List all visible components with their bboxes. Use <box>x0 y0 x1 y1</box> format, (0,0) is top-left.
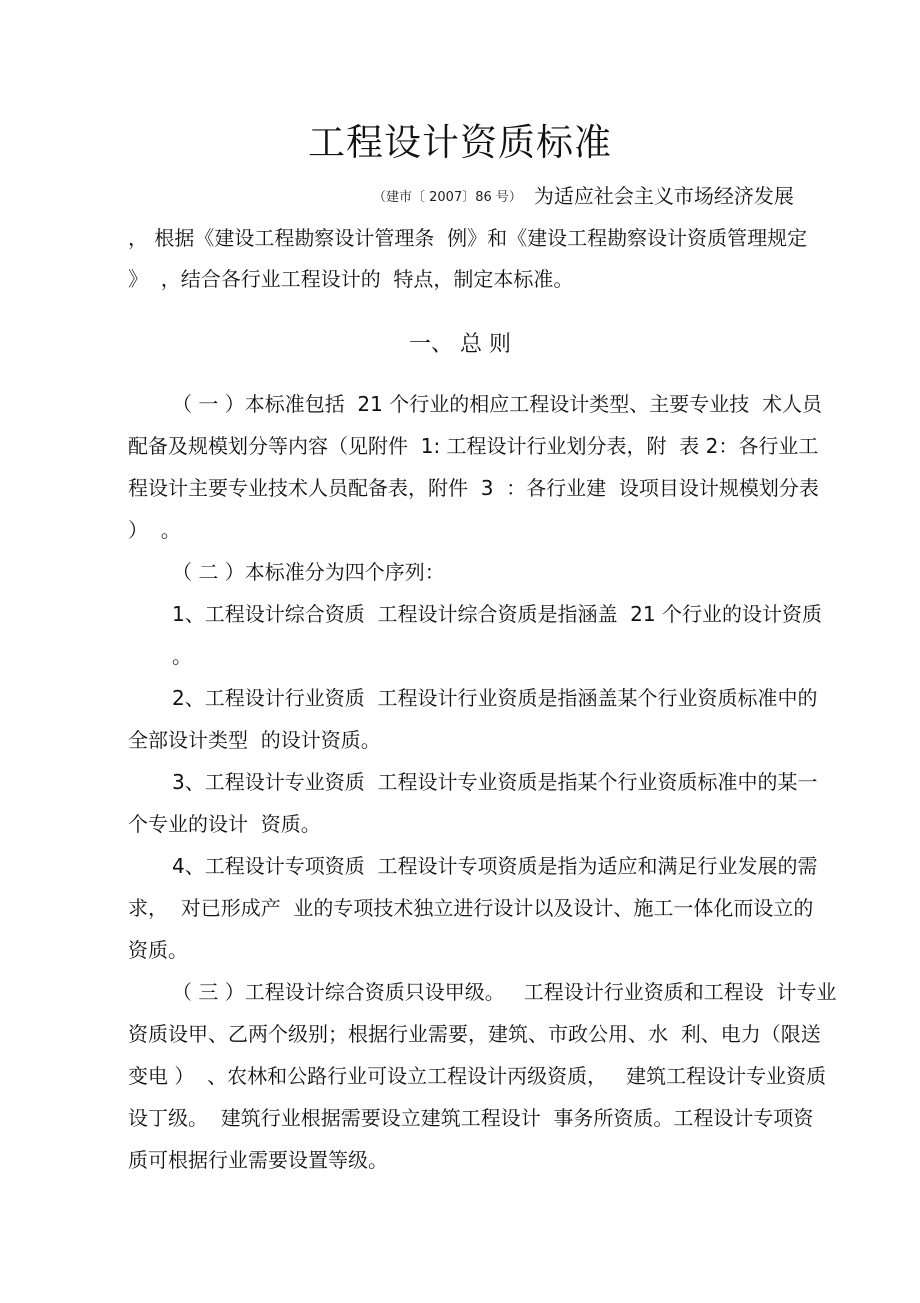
paragraph-3-line-1: 1、工程设计综合资质 工程设计综合资质是指涵盖 21 个行业的设计资质 <box>172 602 822 626</box>
paragraph-7-line-2: 资质设甲、乙两个级别；根据行业需要，建筑、市政公用、水 利、电力（限送 <box>128 1022 821 1046</box>
paragraph-7-line-1: （ 三 ）工程设计综合资质只设甲级。 工程设计行业资质和工程设 计专业 <box>172 980 837 1004</box>
paragraph-3-line-2: 。 <box>172 644 192 668</box>
paragraph-1-line-1: （ 一 ）本标准包括 21 个行业的相应工程设计类型、主要专业技 术人员 <box>172 392 822 416</box>
intro-line-1 <box>373 182 794 212</box>
paragraph-2-line-1: （ 二 ）本标准分为四个序列： <box>172 560 445 584</box>
paragraph-7-line-4: 设丁级。 建筑行业根据需要设立建筑工程设计 事务所资质。工程设计专项资 <box>128 1106 814 1130</box>
paragraph-5-line-2: 个专业的设计 资质。 <box>128 812 321 836</box>
paragraph-5-line-1: 3、工程设计专业资质 工程设计专业资质是指某个行业资质标准中的某一 <box>172 770 818 794</box>
paragraph-6-line-3: 资质。 <box>128 938 188 962</box>
document-title: 工程设计资质标准 <box>308 121 612 164</box>
intro-text-1: 为适应社会主义市场经济发展 <box>533 184 794 208</box>
paragraph-6-line-2: 求， 对已形成产 业的专项技术独立进行设计以及设计、施工一体化而设立的 <box>128 896 814 920</box>
intro-line-2: ， 根据《建设工程勘察设计管理条 例》和《建设工程勘察设计资质管理规定 <box>128 226 808 250</box>
document-number: （建市〔 2007〕86 号） <box>373 190 522 205</box>
paragraph-4-line-2: 全部设计类型 的设计资质。 <box>128 728 381 752</box>
paragraph-1-line-4: ） 。 <box>128 518 181 542</box>
section-heading-general: 一、 总 则 <box>409 332 511 357</box>
paragraph-4-line-1: 2、工程设计行业资质 工程设计行业资质是指涵盖某个行业资质标准中的 <box>172 686 818 710</box>
paragraph-1-line-2: 配备及规模划分等内容（见附件 1: 工程设计行业划分表，附 表 2：各行业工 <box>128 434 819 458</box>
paragraph-1-line-3: 程设计主要专业技术人员配备表，附件 3 ：各行业建 设项目设计规模划分表 <box>128 476 819 500</box>
paragraph-7-line-3: 变电 ） 、农林和公路行业可设立工程设计丙级资质， 建筑工程设计专业资质 <box>128 1064 827 1088</box>
paragraph-6-line-1: 4、工程设计专项资质 工程设计专项资质是指为适应和满足行业发展的需 <box>172 854 818 878</box>
paragraph-7-line-5: 质可根据行业需要设置等级。 <box>128 1148 388 1172</box>
intro-line-3: 》 ，结合各行业工程设计的 特点，制定本标准。 <box>128 267 574 291</box>
